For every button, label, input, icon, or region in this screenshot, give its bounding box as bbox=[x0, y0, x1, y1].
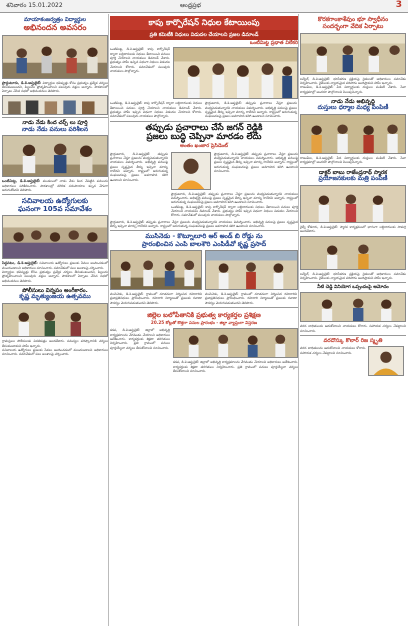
headline: కొరకగాంకాశేవుం భూ స్వాధీనం bbox=[317, 16, 389, 23]
article-text: వరద బాధితులను ఆదుకోవాలని నాయకులు కోరారు. సహాయక చర్యలు చేపట్టాలని సూచించారు. bbox=[300, 346, 366, 355]
article-text: బద్వేల్, డి.కె.ఆప్తులైట్: భూసేకరణ ప్రక్రియపై రైతులతో అధికారులు సమావేశం నిర్వహించారు. రైతులకు న్యాయమైన పరిహారం అందిస్తామని హామీ ఇచ్చారు. bbox=[300, 271, 406, 280]
news-photo bbox=[205, 250, 298, 290]
news-photo bbox=[2, 303, 108, 337]
byline: అంతం ఖంజార ప్రెసిడెంట్ bbox=[179, 143, 229, 150]
left-column bbox=[2, 14, 108, 626]
issue-date: శనివారం 15.01.2022 bbox=[6, 2, 63, 9]
article-text: ప్రొద్దుటూరు, డి.కె.ఆప్తులైట్: తప్పుడు ప్రచారాలు చేస్తూ ప్రజలను మభ్యపెడుతున్నారని నాయకులు విమర్శించారు. అభివృద్ధి పనులపై ప్రజలు స్పష్టమైన తీర్పు ఇచ్చినా మార్పు రాలేదని అన్నారు. రాష్ట్రంలో జరుగుతున్న సంఘటనలపై ప్రజలు అవగాహన కలిగి ఉండాలని సూచించారు. bbox=[110, 219, 298, 228]
article-text: ఒంటిమిట్ట, డి.కె.ఆప్తులైట్: కాపు కార్పొరేషన్ ద్వారా లబ్ధిదారులకు నిధులు కేటాయించి పనులు పూర్తి చేయాలని నాయకులు డిమాండ్ చేశారు. ప్రభుత్వం హామీ ఇచ్చిన విధంగా నిధులు విడుదల చేయాలని కోరారు. సమావేశంలో పలువురు నాయకులు పాల్గొన్నారు. bbox=[110, 47, 170, 73]
news-photo bbox=[300, 114, 406, 154]
portrait-photo bbox=[368, 346, 404, 376]
portrait-photo bbox=[171, 152, 211, 190]
article-text: రైల్వే కోడూరు, డి.కె.ఆప్తులైట్: స్మారక కార్యక్రమంలో భాగంగా లబ్ధిదారులకు సామగ్రి అందజేశారు. bbox=[300, 224, 406, 234]
article-text: గ్రామస్తులు పోలీసులకు వినతిపత్రం అందజేశారు. సమస్యల పరిష్కారానికి చర్యలు తీసుకుంటామని హామీ ఇచ్చారు. bbox=[2, 339, 108, 348]
headline: నాడు నేడు అభివృద్ధి bbox=[331, 98, 375, 105]
rule bbox=[110, 307, 298, 308]
article-text: కడప, డి.కె.ఆప్తులైట్: జిల్లాలో అభివృద్ధి కార్యక్రమాలను వేగవంతం చేయాలని అధికారులు ఆదేశించారు. కార్యకర్తలకు శిక్షణా తరగతులు నిర్వహించారు. ప్రతి గ్రామంలో పనులు పూర్తయ్యేలా చర్యలు తీసుకోవాలని సూచించారు. bbox=[110, 328, 170, 350]
news-photo bbox=[300, 185, 406, 223]
news-photo bbox=[173, 47, 298, 99]
headline: ముసినెడు - కొట్నూలూరి ఆర్ అండ్ బి రోడ్డు ను bbox=[145, 232, 263, 241]
right-column bbox=[300, 14, 406, 626]
article-text: వరద బాధితులను ఆదుకోవాలని నాయకులు కోరారు. సహాయక చర్యలు చేపట్టాలని సూచించారు. bbox=[300, 324, 406, 333]
headline: కృష్ణ మృత్యుంజయ ఉత్సవము bbox=[19, 293, 91, 301]
article-text: సచివాలయ ఉద్యోగులు ప్రజలకు సేవలు అందించడంలో ముందుండాలని అధికారులు సూచించారు. సమావేశంలో పలు అంశాలపై చర్చించారు. bbox=[2, 261, 109, 270]
article-text: ప్రొద్దుటూరు, డి.కె.ఆప్తులైట్: తప్పుడు ప్రచారాలు చేస్తూ ప్రజలను మభ్యపెడుతున్నారని నాయకులు విమర్శించారు. అభివృద్ధి పనులపై ప్రజలు స్పష్టమైన తీర్పు ఇచ్చినా మార్పు రాలేదని అన్నారు. రాష్ట్రంలో జరుగుతున్న సంఘటనలపై ప్రజలు అవగాహన కలిగి ఉండాలని సూచించారు. bbox=[171, 191, 298, 205]
news-photo bbox=[2, 95, 108, 115]
article-text: విద్యార్థుల భవిష్యత్తు కోసం ప్రభుత్వం ప్రత్యేక చర్యలు తీసుకుంటుందని, పిల్లలను ప్రోత్సహించాలని పలువురు వక్తలు అన్నారు. పాఠశాలలో ఏర్పాటు చేసిన సభలో అభినందనలు తెలిపారు. bbox=[2, 80, 108, 94]
column-rule bbox=[108, 14, 109, 626]
article-text: ముసినెడు, డి.కె.ఆప్తులైట్: గ్రామంలో నూతనంగా నిర్మించిన రహదారిని ప్రజాప్రతినిధులు ప్రారంభించారు. రహదారి నిర్మాణంతో ప్రజలకు రవాణా సౌకర్యం మెరుగుపడుతుందని తెలిపారు. bbox=[205, 291, 297, 305]
page-masthead bbox=[0, 0, 408, 13]
article-text: ఒంటిమిట్ట, డి.కె.ఆప్తులైట్: కాపు కార్పొరేషన్ ద్వారా లబ్ధిదారులకు నిధులు కేటాయించి పనులు పూర్తి చేయాలని నాయకులు డిమాండ్ చేశారు. ప్రభుత్వం హామీ ఇచ్చిన విధంగా నిధులు విడుదల చేయాలని కోరారు. సమావేశంలో పలువురు నాయకులు పాల్గొన్నారు. bbox=[110, 101, 202, 119]
headline: అభినందన అవసరం bbox=[23, 23, 87, 33]
paper-name: ఆంధ్రప్రభ bbox=[180, 2, 201, 9]
news-photo bbox=[2, 35, 108, 79]
headline: వరదొస్కు కొలార్ రిజ స్మృతి bbox=[323, 338, 383, 345]
headline: పోలీసులు విన్నపం అంగీకారం. bbox=[22, 287, 88, 294]
page-number: 3 bbox=[395, 0, 402, 10]
article-text: ముసినెడు, డి.కె.ఆప్తులైట్: గ్రామంలో నూతనంగా నిర్మించిన రహదారిని ప్రజాప్రతినిధులు ప్రారంభించారు. రహదారి నిర్మాణంతో ప్రజలకు రవాణా సౌకర్యం మెరుగుపడుతుందని తెలిపారు. bbox=[110, 291, 202, 305]
headline: నాడు నేడు కింద చర్చ్ లు పూర్తి bbox=[22, 120, 88, 127]
lead-headline: కాపు కార్పొరేషన్ నిధుల కేటాయింపు bbox=[110, 16, 298, 30]
rule bbox=[300, 335, 406, 336]
subheadline: 20.25 కోట్లతో కొత్తగా పనుల ప్రారంభం - జిల్లా వ్యాప్తంగా విస్తరణ bbox=[150, 320, 258, 326]
news-photo bbox=[300, 236, 406, 270]
column-rule bbox=[298, 14, 299, 626]
rule bbox=[2, 285, 108, 286]
rule bbox=[110, 230, 298, 231]
article-text: బద్వేల్, డి.కె.ఆప్తులైట్: భూసేకరణ ప్రక్రియపై రైతులతో అధికారులు సమావేశం నిర్వహించారు. రైతులకు న్యాయమైన పరిహారం అందిస్తామని హామీ ఇచ్చారు. bbox=[300, 76, 406, 86]
news-photo bbox=[2, 215, 108, 259]
headline: ఘనంగా 105వ సమావేశం bbox=[18, 205, 92, 214]
news-photo bbox=[300, 292, 406, 322]
rule bbox=[2, 117, 108, 118]
byline: ఒంటిమిట్ట ప్రభాత విలేకరి bbox=[249, 39, 298, 46]
news-photo bbox=[173, 328, 298, 358]
headline: ప్రారంభించిన ఎంపి బాలశౌరి ఎంపిడీవో కృష్ణ ప్రసాద్ bbox=[141, 239, 267, 248]
headline: సచివాలయ ఉద్యోగులకు bbox=[21, 197, 89, 206]
article-text: మండలంలో నాడు నేడు కింద చేపట్టిన పనులను అధికారులు పరిశీలించారు. పాఠశాలల్లో మౌలిక సదుపాయాల కల్పన వేగంగా జరుగుతోందని తెలిపారు. bbox=[2, 179, 108, 193]
middle-column bbox=[110, 14, 298, 626]
rule bbox=[300, 282, 406, 283]
headline: డాక్టర్ బాబు రాజేంద్రనాథ్ స్మారక bbox=[318, 169, 388, 176]
lead-subheadline: ప్రతి కమిటీకి నిధులు విడుదల చేయాలని ప్రజల డిమాండ్ bbox=[110, 30, 298, 40]
headline: నాడు నేడు పనులు పరిశీలన bbox=[21, 125, 89, 133]
article-text: కడప, డి.కె.ఆప్తులైట్: జిల్లాలో అభివృద్ధి కార్యక్రమాలను వేగవంతం చేయాలని అధికారులు ఆదేశించారు. కార్యకర్తలకు శిక్షణా తరగతులు నిర్వహించారు. ప్రతి గ్రామంలో పనులు పూర్తయ్యేలా చర్యలు తీసుకోవాలని సూచించారు. bbox=[173, 360, 298, 373]
headline: జిల్లెల బలోపేతానికి ప్రభుత్వ కార్యకర్తల ప్రశిక్షణ bbox=[110, 310, 298, 322]
news-photo bbox=[300, 33, 406, 75]
headline: ప్రజలు బుద్ధి చెప్పినా మారడం లేదు bbox=[146, 132, 262, 143]
article-text: విద్యార్థుల భవిష్యత్తు కోసం ప్రభుత్వం ప్రత్యేక చర్యలు తీసుకుంటుందని, పిల్లలను ప్రోత్సహించాలని పలువురు వక్తలు అన్నారు. పాఠశాలలో ఏర్పాటు చేసిన సభలో అభినందనలు తెలిపారు. bbox=[2, 270, 108, 283]
byline: ప్రొద్దుటూరు, డి.కె.ఆప్తులైట్: bbox=[2, 80, 42, 85]
article-text: ప్రొద్దుటూరు, డి.కె.ఆప్తులైట్: తప్పుడు ప్రచారాలు చేస్తూ ప్రజలను మభ్యపెడుతున్నారని నాయకులు విమర్శించారు. అభివృద్ధి పనులపై ప్రజలు స్పష్టమైన తీర్పు ఇచ్చినా మార్పు రాలేదని అన్నారు. రాష్ట్రంలో జరుగుతున్న సంఘటనలపై ప్రజలు అవగాహన కలిగి ఉండాలని సూచించారు. bbox=[205, 101, 297, 119]
rule bbox=[2, 194, 108, 195]
news-photo bbox=[2, 135, 108, 177]
rule bbox=[300, 167, 406, 168]
headline: నీటి చెడ్డి వినియోగ ఒప్పందంపై ఆమోదం bbox=[317, 285, 389, 291]
article-text: ఒంటిమిట్ట, డి.కె.ఆప్తులైట్: కాపు కార్పొరేషన్ ద్వారా లబ్ధిదారులకు నిధులు కేటాయించి పనులు పూర్తి చేయాలని నాయకులు డిమాండ్ చేశారు. ప్రభుత్వం హామీ ఇచ్చిన విధంగా నిధులు విడుదల చేయాలని కోరారు. సమావేశంలో పలువురు నాయకులు పాల్గొన్నారు. bbox=[171, 204, 298, 218]
article-text: సచివాలయ ఉద్యోగులు ప్రజలకు సేవలు అందించడంలో ముందుండాలని అధికారులు సూచించారు. సమావేశంలో పలు అంశాలపై చర్చించారు. bbox=[2, 347, 108, 357]
headline: తప్పుడు ప్రచారాలు చేసే జగన్ రెడ్డికి bbox=[145, 122, 263, 133]
article-text: రాజంపేట, డి.కె.ఆప్తులైట్: పేద విద్యార్థులకు దుస్తులు పంపిణీ చేశారు. సేవా కార్యక్రమాల్లో అందరూ పాల్గొనాలని పిలుపునిచ్చారు. bbox=[300, 85, 406, 94]
headline: సందర్భంగా వేదిక ఏర్పాటు bbox=[322, 22, 384, 30]
byline: ఒంటిమిట్ట, డి.కె.ఆప్తులైట్: bbox=[2, 179, 41, 184]
article-text: రాజంపేట, డి.కె.ఆప్తులైట్: పేద విద్యార్థులకు దుస్తులు పంపిణీ చేశారు. సేవా కార్యక్రమాల్లో అందరూ పాల్గొనాలని పిలుపునిచ్చారు. bbox=[300, 156, 406, 165]
article-text: ప్రొద్దుటూరు, డి.కె.ఆప్తులైట్: తప్పుడు ప్రచారాలు చేస్తూ ప్రజలను మభ్యపెడుతున్నారని నాయకులు విమర్శించారు. అభివృద్ధి పనులపై ప్రజలు స్పష్టమైన తీర్పు ఇచ్చినా మార్పు రాలేదని అన్నారు. రాష్ట్రంలో జరుగుతున్న సంఘటనలపై ప్రజలు అవగాహన కలిగి ఉండాలని సూచించారు. bbox=[110, 151, 168, 182]
headline: దుస్తులు ధర్మాల మధ్య పంపిణీ bbox=[317, 104, 389, 112]
rule bbox=[110, 121, 298, 122]
headline: ప్రయోజనకులకు మత్రి పంపిణీ bbox=[318, 175, 388, 183]
byline: సిద్ధవటం, డి.కె.ఆప్తులైట్: bbox=[2, 261, 38, 266]
headline: మాయాకంజర్వత్రం విద్యార్థుల bbox=[23, 17, 87, 23]
article-text: ప్రొద్దుటూరు, డి.కె.ఆప్తులైట్: తప్పుడు ప్రచారాలు చేస్తూ ప్రజలను మభ్యపెడుతున్నారని నాయకులు విమర్శించారు. అభివృద్ధి పనులపై ప్రజలు స్పష్టమైన తీర్పు ఇచ్చినా మార్పు రాలేదని అన్నారు. రాష్ట్రంలో జరుగుతున్న సంఘటనలపై ప్రజలు అవగాహన కలిగి ఉండాలని సూచించారు. bbox=[214, 151, 298, 173]
news-photo bbox=[110, 250, 202, 290]
rule bbox=[300, 96, 406, 97]
